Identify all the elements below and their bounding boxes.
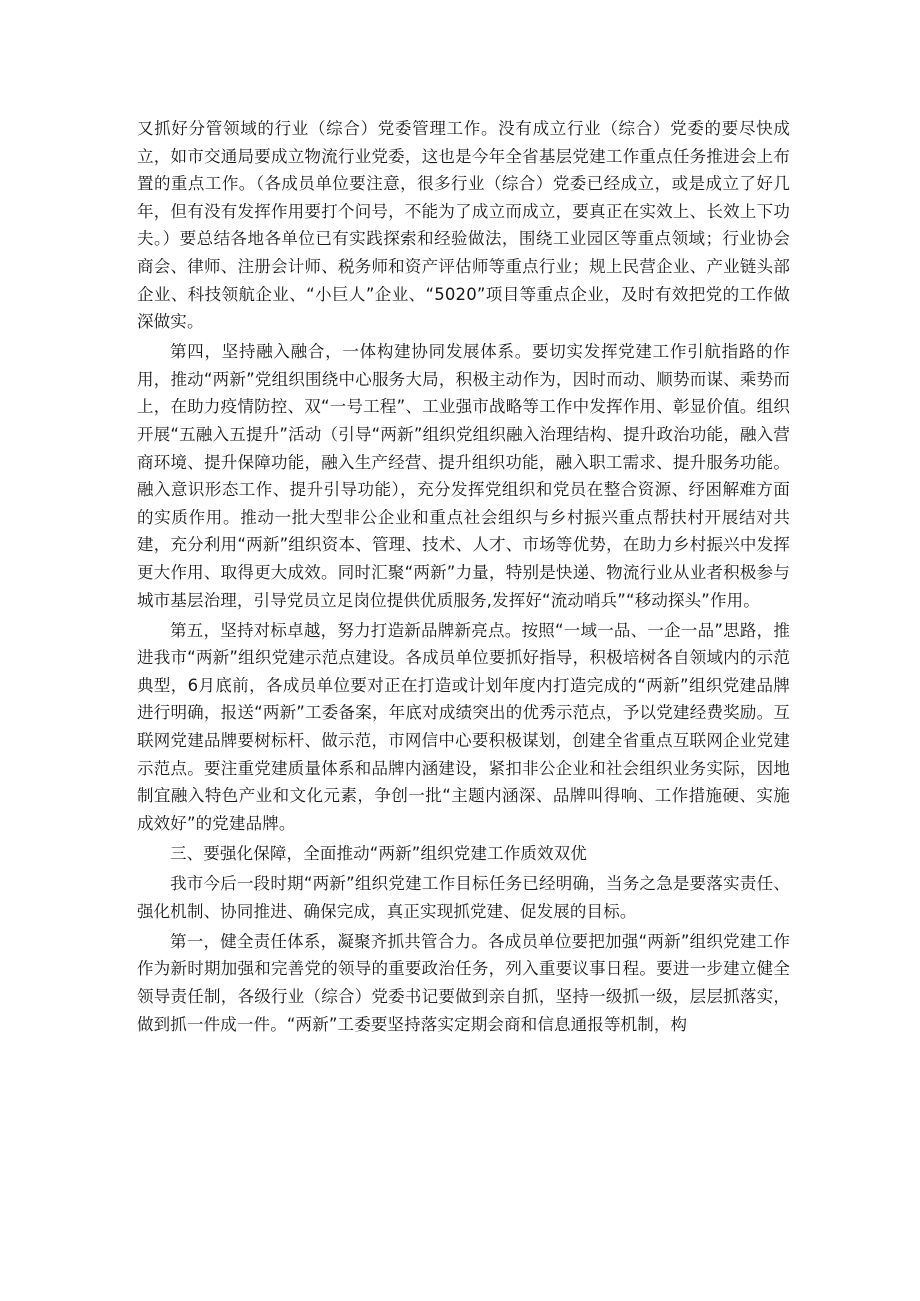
paragraph-continuation: 又抓好分管领域的行业（综合）党委管理工作。没有成立行业（综合）党委的要尽快成立，如市交通局要成立物流行业党委，这也是今年全省基层党建工作重点任务推进会上布置的重点工作。（各成员单位要注意，很多行业（综合）党委已经成立，或是成立了好几年，但有没有发挥作用要打个问号，不能为了成立而成立，要真正在实效上、长效上下功夫。）要总结各地各单位已有实践探索和经验做法，围绕工业园区等重点领域；行业协会商会、律师、注册会计师、税务师和资产评估师等重点行业；规上民营企业、产业链头部企业、科技领航企业、“小巨人”企业、“5020”项目等重点企业，及时有效把党的工作做深做实。 [137,119,790,332]
section-heading-three: 三、要强化保障，全面推动“两新”组织党建工作质效双优 [170,843,587,863]
paragraph-fourth-point: 第四，坚持融入融合，一体构建协同发展体系。要切实发挥党建工作引航指路的作用，推动“两新”党组织围绕中心服务大局，积极主动作为，因时而动、顺势而谋、乘势而上，在助力疫情防控、双“一号工程”、工业强市战略等工作中发挥作用、彰显价值。组织开展“五融入五提升”活动（引导“两新”组织党组织融入治理结构、提升政治功能，融入营商环境、提升保障功能，融入生产经营、提升组织功能，融入职工需求、提升服务功能。融入意识形态工作、提升引导功能），充分发挥党组织和党员在整合资源、纾困解难方面的实质作用。推动一批大型非公企业和重点社会组织与乡村振兴重点帮扶村开展结对共建，充分利用“两新”组织资本、管理、技术、人才、市场等优势，在助力乡村振兴中发挥更大作用、取得更大成效。同时汇聚“两新”力量，特别是快递、物流行业从业者积极参与城市基层治理，引导党员立足岗位提供优质服务,发挥好“流动哨兵”“移动探头”作用。 [137,342,790,610]
document-body [137,115,790,1041]
paragraph-section-intro: 我市今后一段时期“两新”组织党建工作目标任务已经明确，当务之急是要落实责任、强化机制、协同推进、确保完成，真正实现抓党建、促发展的目标。 [137,874,790,921]
paragraph-fifth-point: 第五，坚持对标卓越，努力打造新品牌新亮点。按照“一域一品、一企一品”思路，推进我市“两新”组织党建示范点建设。各成员单位要抓好指导，积极培树各自领域内的示范典型，6月底前，各成员单位要对正在打造或计划年度内打造完成的“两新”组织党建品牌进行明确，报送“两新”工委备案，年底对成绩突出的优秀示范点，予以党建经费奖励。互联网党建品牌要树标杆、做示范，市网信中心要积极谋划，创建全省重点互联网企业党建示范点。要注重党建质量体系和品牌内涵建设，紧扣非公企业和社会组织业务实际，因地制宜融入特色产业和文化元素，争创一批“主题内涵深、品牌叫得响、工作措施硬、实施成效好”的党建品牌。 [137,620,790,833]
paragraph-first-point: 第一，健全责任体系，凝聚齐抓共管合力。各成员单位要把加强“两新”组织党建工作作为新时期加强和完善党的领导的重要政治任务，列入重要议事日程。要进一步建立健全领导责任制，各级行业（综合）党委书记要做到亲自抓，坚持一级抓一级，层层抓落实，做到抓一件成一件。“两新”工委要坚持落实定期会商和信息通报等机制，构 [137,931,790,1034]
